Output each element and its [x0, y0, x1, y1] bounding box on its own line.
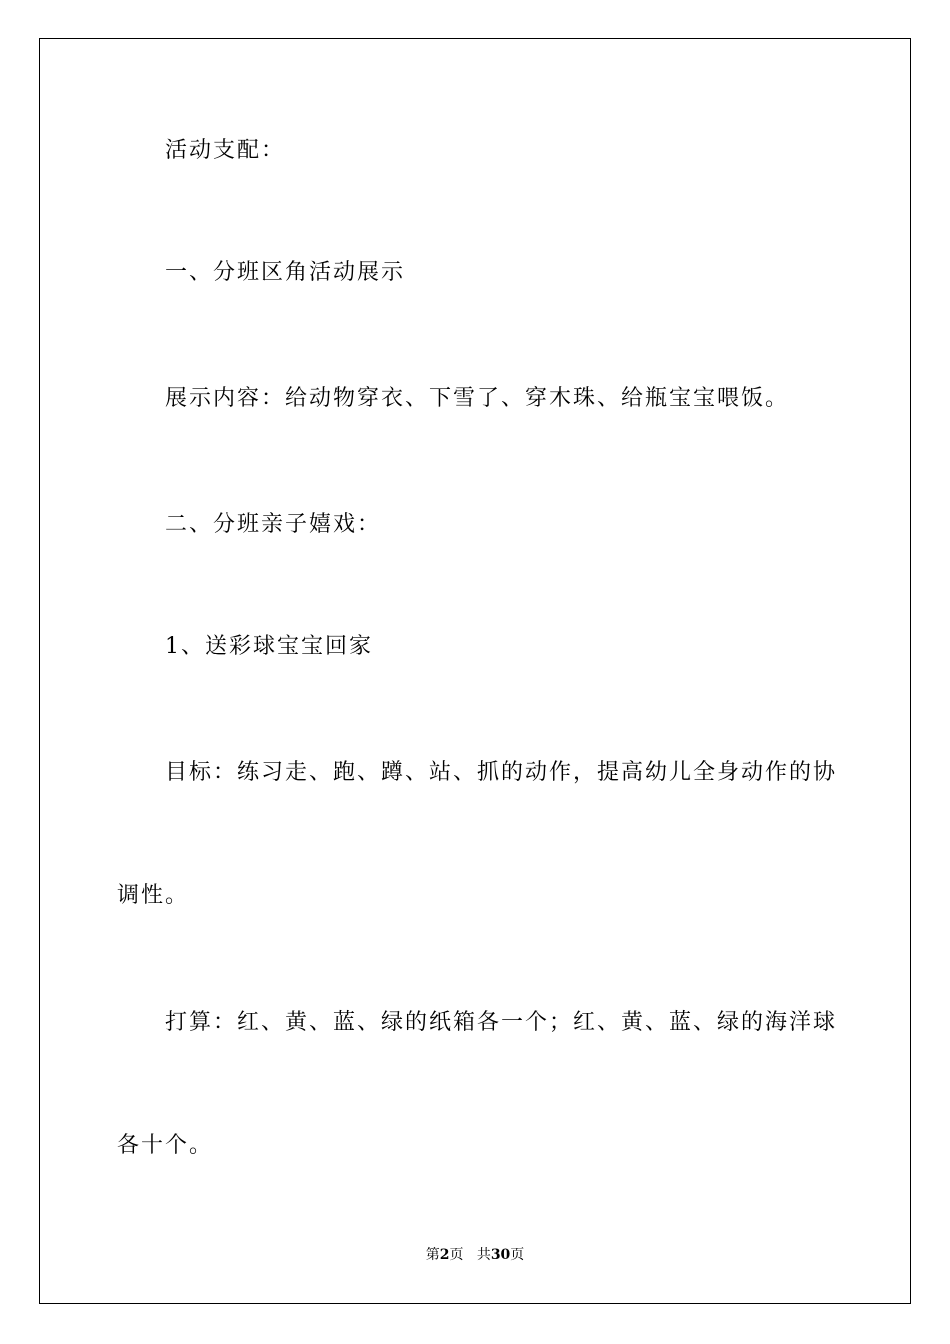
paragraph-goal-line1: 目标：练习走、跑、蹲、站、抓的动作，提高幼儿全身动作的协 [165, 760, 838, 785]
footer-total-prefix: 共 [476, 1247, 491, 1263]
paragraph-activity-arrangement: 活动支配： [165, 138, 286, 163]
paragraph-section-two: 二、分班亲子嬉戏： [165, 512, 382, 537]
footer-page-suffix: 页 [449, 1247, 464, 1263]
paragraph-prep-line2: 各十个。 [117, 1133, 214, 1158]
page-border [39, 38, 911, 1304]
paragraph-prep-line1: 打算：红、黄、蓝、绿的纸箱各一个；红、黄、蓝、绿的海洋球 [165, 1010, 838, 1035]
paragraph-game-one: 1、送彩球宝宝回家 [165, 634, 373, 659]
footer-page-number: 2 [439, 1247, 450, 1263]
page-footer [0, 1246, 950, 1264]
footer-total-suffix: 页 [510, 1247, 525, 1263]
paragraph-goal-line2: 调性。 [117, 883, 190, 908]
footer-page-prefix: 第 [425, 1247, 440, 1263]
paragraph-section-one: 一、分班区角活动展示 [165, 260, 406, 285]
footer-total-pages: 30 [490, 1247, 511, 1263]
paragraph-display-content: 展示内容：给动物穿衣、下雪了、穿木珠、给瓶宝宝喂饭。 [165, 386, 790, 411]
